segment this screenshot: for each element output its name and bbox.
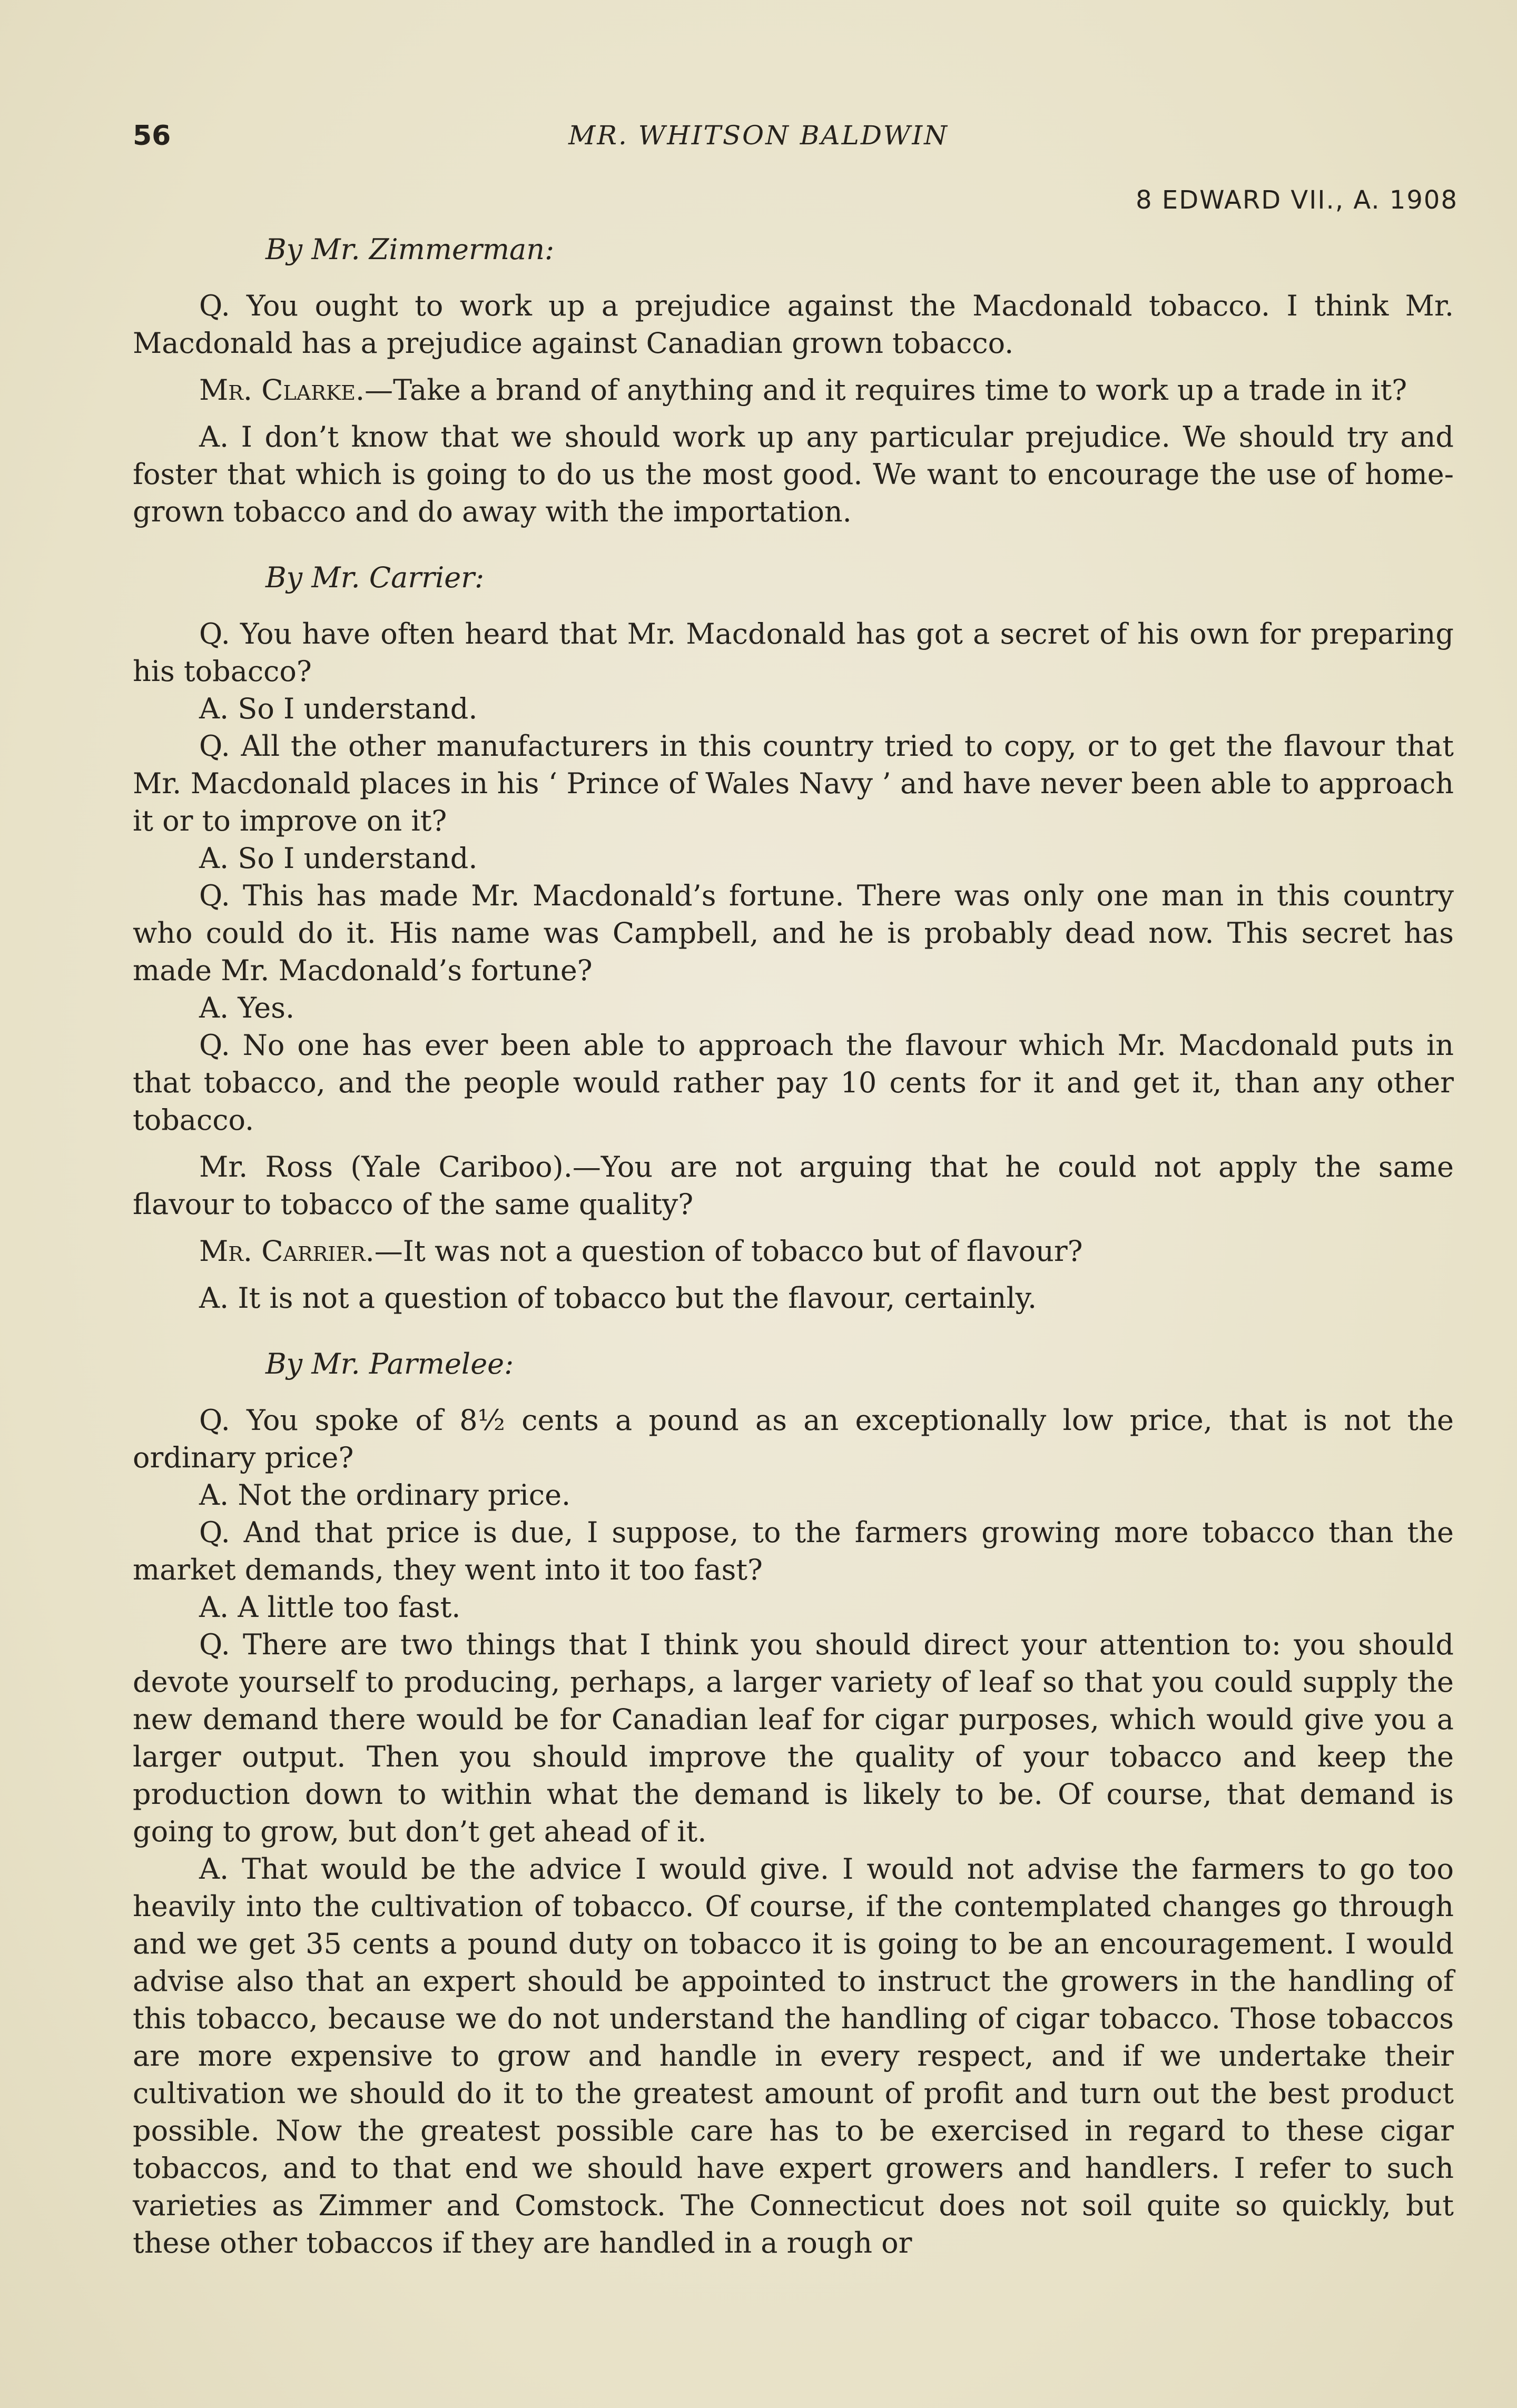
answer-paragraph: A. I don’t know that we should work up any particular prejudice. We should try and foster that which is going to do us the most good. We want to encourage the use of home-grown tobacco and do away with the importation.	[133, 420, 1454, 528]
answer-paragraph: A. Not the ordinary price.	[199, 1478, 571, 1512]
speaker-name: Mr. Ross	[199, 1150, 333, 1183]
speech-text: —It was not a question of tobacco but of flavour?	[374, 1235, 1083, 1268]
page-number: 56	[133, 120, 171, 152]
answer-paragraph: A. So I understand.	[199, 692, 478, 725]
interjection-paragraph	[133, 1148, 1454, 1223]
running-head: MR. WHITSON BALDWIN	[568, 120, 949, 151]
question-paragraph: Q. You spoke of 8½ cents a pound as an exceptionally low price, that is not the ordinary price?	[133, 1404, 1454, 1474]
answer-paragraph: A. A little too fast.	[199, 1591, 461, 1624]
question-paragraph: Q. This has made Mr. Macdonald’s fortune. There was only one man in this country who could do it. His name was Campbell, and he is probably dead now. This secret has made Mr. Macdonald’s fortune?	[133, 879, 1454, 987]
question-paragraph: Q. You have often heard that Mr. Macdonald has got a secret of his own for preparing his tobacco?	[133, 617, 1454, 688]
speech-text: (Yale Cariboo).—You are not arguing that he could not apply the same flavour to tobacco of the same quality?	[133, 1150, 1454, 1221]
examiner-heading: By Mr. Zimmerman:	[265, 233, 555, 266]
question-paragraph: Q. All the other manufacturers in this country tried to copy, or to get the flavour that Mr. Macdonald places in his ‘ Prince of Wales Navy ’ and have never been able to approach it or to improve on it?	[133, 729, 1454, 837]
session-line: 8 EDWARD VII., A. 1908	[1136, 185, 1458, 215]
examiner-heading: By Mr. Carrier:	[265, 561, 485, 594]
body-text	[133, 231, 1454, 2262]
interjection-paragraph	[133, 371, 1454, 409]
answer-paragraph: A. That would be the advice I would give. I would not advise the farmers to go too heavily into the cultivation of tobacco. Of course, if the contemplated changes go through and we get 35 cents a pound duty on tobacco it is going to be an encouragement. I would advise also that an expert should be appointed to instruct the growers in the handling of this tobacco, because we do not understand the handling of cigar tobacco. Those tobaccos are more expensive to grow and handle in every respect, and if we undertake their cultivation we should do it to the greatest amount of profit and turn out the best product possible. Now the greatest possible care has to be exercised in regard to these cigar tobaccos, and to that end we should have expert growers and handlers. I refer to such varieties as Zimmer and Comstock. The Connecticut does not soil quite so quickly, but these other tobaccos if they are handled in a rough or	[133, 1852, 1454, 2259]
speaker-name: Mr. Clarke.	[199, 373, 365, 407]
question-paragraph: Q. You ought to work up a prejudice against the Macdonald tobacco. I think Mr. Macdonald has a prejudice against Canadian grown tobacco.	[133, 289, 1454, 360]
examiner-heading: By Mr. Parmelee:	[265, 1347, 514, 1380]
answer-paragraph: A. It is not a question of tobacco but the flavour, certainly.	[199, 1281, 1037, 1315]
question-paragraph: Q. And that price is due, I suppose, to the farmers growing more tobacco than the market demands, they went into it too fast?	[133, 1516, 1454, 1586]
answer-paragraph: A. Yes.	[199, 991, 295, 1024]
speaker-name: Mr. Carrier.	[199, 1235, 375, 1268]
speech-text: —Take a brand of anything and it requires time to work up a trade in it?	[365, 373, 1407, 407]
question-paragraph: Q. There are two things that I think you should direct your attention to: you should devote yourself to producing, perhaps, a larger variety of leaf so that you could supply the new demand there would be for Canadian leaf for cigar purposes, which would give you a larger output. Then you should improve the quality of your tobacco and keep the production down to within what the demand is likely to be. Of course, that demand is going to grow, but don’t get ahead of it.	[133, 1628, 1454, 1848]
answer-paragraph: A. So I understand.	[199, 842, 478, 875]
interjection-paragraph	[133, 1232, 1454, 1270]
question-paragraph: Q. No one has ever been able to approach the flavour which Mr. Macdonald puts in that tobacco, and the people would rather pay 10 cents for it and get it, than any other tobacco.	[133, 1029, 1454, 1137]
